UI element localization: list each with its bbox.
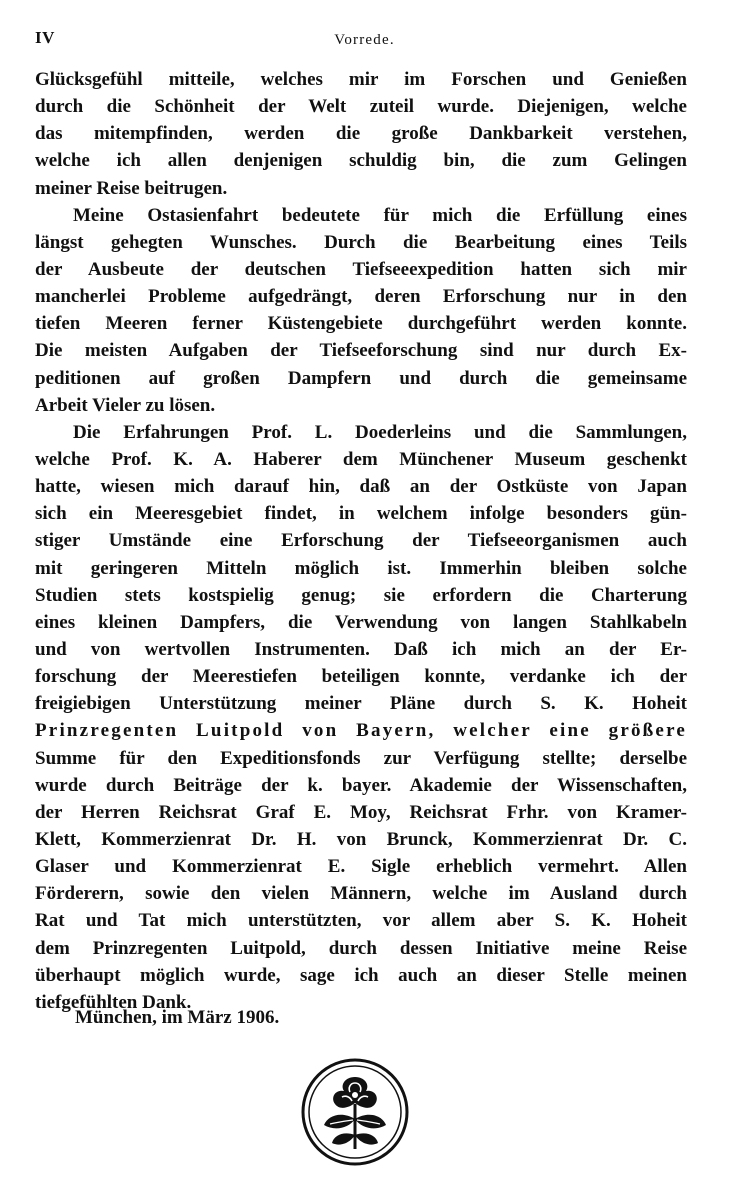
text-line: mancherlei Probleme aufgedrängt, deren Erforschung nur in den	[35, 286, 687, 308]
text-line: Studien stets kostspielig genug; sie erfordern die Charterung	[35, 584, 687, 606]
text-line: Die meisten Aufgaben der Tiefseeforschung sind nur durch Ex-	[35, 340, 687, 362]
text-line: forschung der Meerestiefen beteiligen konnte, verdanke ich der	[35, 666, 687, 688]
text-line: der Ausbeute der deutschen Tiefseeexpedition hatten sich mir	[35, 258, 687, 280]
dateline: München, im März 1906.	[75, 1007, 280, 1028]
text-line: längst gehegten Wunsches. Durch die Bearbeitung eines Teils	[35, 231, 687, 253]
text-line: wurde durch Beiträge der k. bayer. Akademie der Wissenschaften,	[35, 774, 687, 796]
text-line: welche ich allen denjenigen schuldig bin, die zum Gelingen	[35, 150, 687, 172]
text-line: überhaupt möglich wurde, sage ich auch an dieser Stelle meinen	[35, 964, 687, 986]
text-line: Prinzregenten Luitpold von Bayern, welcher eine größere	[35, 720, 687, 742]
text-line: Die Erfahrungen Prof. L. Doederleins und die Sammlungen,	[73, 421, 687, 443]
text-line: eines kleinen Dampfers, die Verwendung von langen Stahlkabeln	[35, 611, 687, 633]
text-line: Glaser und Kommerzienrat E. Sigle erheblich vermehrt. Allen	[35, 856, 687, 878]
text-line: das mitempfinden, werden die große Dankbarkeit verstehen,	[35, 123, 687, 145]
floral-emblem-icon	[300, 1057, 410, 1167]
text-line: Meine Ostasienfahrt bedeutete für mich die Erfüllung eines	[73, 204, 687, 226]
text-line: Förderern, sowie den vielen Männern, welche im Ausland durch	[35, 883, 687, 905]
text-line: hatte, wiesen mich darauf hin, daß an der Ostküste von Japan	[35, 476, 687, 498]
text-line: mit geringeren Mitteln möglich ist. Immerhin bleiben solche	[35, 557, 687, 579]
text-line: Klett, Kommerzienrat Dr. H. von Brunck, Kommerzienrat Dr. C.	[35, 828, 687, 850]
text-line: Glücksgefühl mitteile, welches mir im Forschen und Genießen	[35, 69, 687, 90]
text-line: Summe für den Expeditionsfonds zur Verfügung stellte; derselbe	[35, 747, 687, 769]
text-line: durch die Schönheit der Welt zuteil wurde. Diejenigen, welche	[35, 96, 687, 118]
page-number: IV	[35, 28, 55, 47]
text-line: Rat und Tat mich unterstützten, vor allem aber S. K. Hoheit	[35, 910, 687, 932]
text-line: der Herren Reichsrat Graf E. Moy, Reichsrat Frhr. von Kramer-	[35, 801, 687, 823]
text-line: sich ein Meeresgebiet findet, in welchem infolge besonders gün-	[35, 503, 687, 525]
running-head: Vorrede.	[334, 32, 395, 48]
text-line: Arbeit Vieler zu lösen.	[35, 394, 216, 416]
text-line: peditionen auf großen Dampfern und durch die gemeinsame	[35, 367, 687, 389]
text-line: tiefen Meeren ferner Küstengebiete durchgeführt werden konnte.	[35, 313, 687, 335]
text-line: dem Prinzregenten Luitpold, durch dessen Initiative meine Reise	[35, 937, 687, 959]
text-line: stiger Umstände eine Erforschung der Tiefseeorganismen auch	[35, 530, 687, 552]
text-line: welche Prof. K. A. Haberer dem Münchener Museum geschenkt	[35, 448, 687, 470]
text-line: freigiebigen Unterstützung meiner Pläne durch S. K. Hoheit	[35, 693, 687, 715]
text-line: tiefgefühlten Dank.	[35, 991, 192, 1013]
body-text	[35, 66, 687, 1016]
text-line: und von wertvollen Instrumenten. Daß ich mich an der Er-	[35, 638, 687, 660]
text-line: meiner Reise beitrugen.	[35, 177, 228, 199]
